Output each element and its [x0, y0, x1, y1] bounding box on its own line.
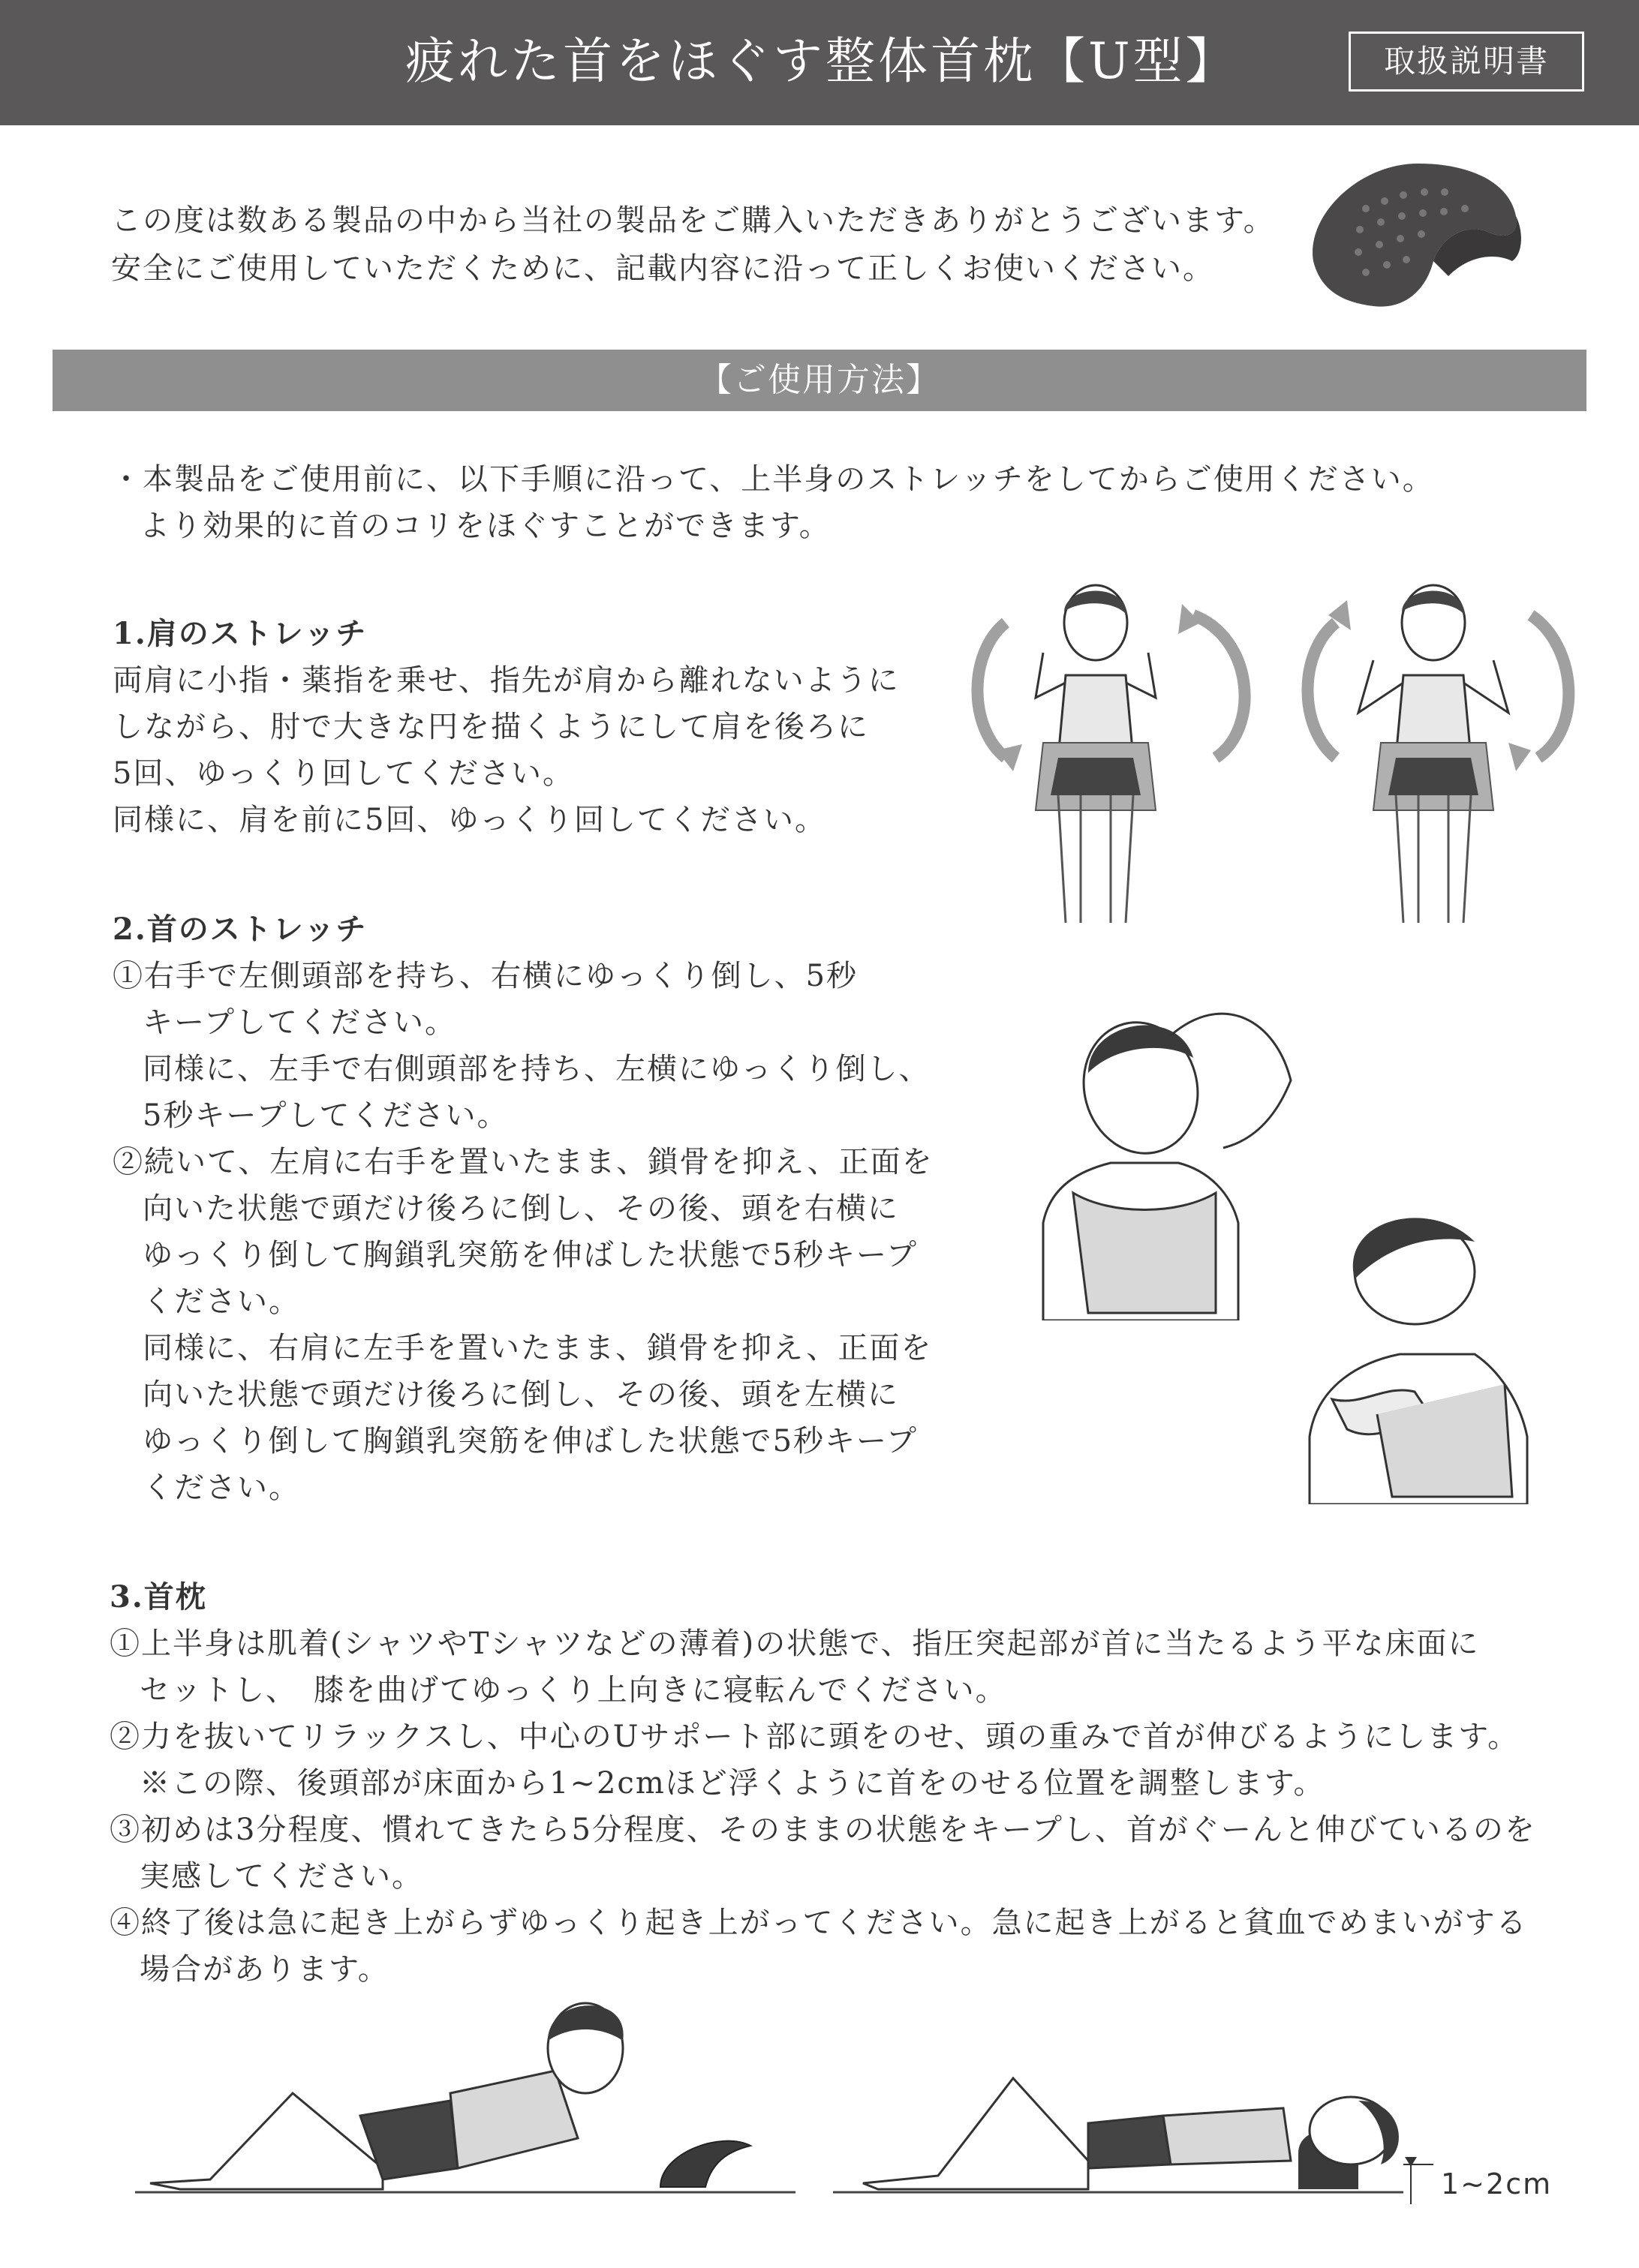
header-bar: [0, 0, 1639, 125]
manual-badge: 取扱説明書: [1349, 32, 1584, 92]
step-2-title: 2.首のストレッチ: [113, 912, 368, 947]
step-2-line: ゆっくり倒して胸鎖乳突筋を伸ばした状態で5秒キープ: [143, 1238, 919, 1272]
step-3-text: [110, 1574, 1536, 1993]
note-line: より効果的に首のコリをほぐすことができます。: [140, 509, 831, 543]
intro-text: [111, 197, 1275, 293]
step-1-title: 1.肩のストレッチ: [113, 616, 368, 651]
step-3-line: 実感してください。: [140, 1859, 423, 1894]
step-2-text: [113, 906, 934, 1511]
step-3-line: セットし、 膝を曲げてゆっくり上向きに寝転んでください。: [140, 1673, 1007, 1708]
step-2-line: 向いた状態で頭だけ後ろに倒し、その後、頭を右横に: [143, 1191, 899, 1226]
step-3-line: ②力を抜いてリラックスし、中心のUサポート部に頭をのせ、頭の重みで首が伸びるようにします。: [110, 1720, 1520, 1754]
step-2-line: 向いた状態で頭だけ後ろに倒し、その後、頭を左横に: [143, 1377, 899, 1412]
step-2-line: 5秒キープしてください。: [143, 1098, 509, 1133]
note-line: ・本製品をご使用前に、以下手順に沿って、上半身のストレッチをしてからご使用ください。: [111, 462, 1434, 497]
step-2-line: ②続いて、左肩に右手を置いたまま、鎖骨を抑え、正面を: [113, 1145, 934, 1179]
step-1-line: 両肩に小指・薬指を乗せ、指先が肩から離れないように: [113, 663, 900, 698]
neck-pillow-lying-illustration: [833, 2041, 1448, 2206]
step-3-title: 3.首枕: [110, 1579, 207, 1615]
step-2-line: ください。: [143, 1284, 300, 1319]
step-1-line: 同様に、肩を前に5回、ゆっくり回してください。: [113, 803, 827, 837]
step-3-line: ③初めは3分程度、慣れてきたら5分程度、そのままの状態をキープし、首がぐーんと伸びているのを: [110, 1813, 1536, 1847]
pillow-illustration: [1291, 149, 1531, 321]
step-2-line: 同様に、左手で右側頭部を持ち、左横にゆっくり倒し、: [143, 1052, 931, 1086]
intro-line: 安全にご使用していただくために、記載内容に沿って正しくお使いください。: [111, 251, 1214, 286]
step-2-line: キープしてください。: [143, 1005, 456, 1040]
shoulder-stretch-front-illustration: [1291, 570, 1591, 923]
section-title-bar: 【ご使用方法】: [53, 350, 1586, 411]
step-2-line: 同様に、右肩に左手を置いたまま、鎖骨を抑え、正面を: [143, 1331, 933, 1365]
step-1-text: [113, 611, 900, 843]
shoulder-stretch-back-illustration: [953, 570, 1291, 923]
step-1-line: しながら、肘で大きな円を描くようにして肩を後ろに: [113, 710, 869, 744]
neck-tilt-back-illustration: [1302, 1189, 1535, 1504]
step-2-line: ゆっくり倒して胸鎖乳突筋を伸ばした状態で5秒キープ: [143, 1424, 919, 1458]
step-3-line: ①上半身は肌着(シャツやTシャツなどの薄着)の状態で、指圧突起部が首に当たるよう平な床面に: [110, 1627, 1480, 1661]
lying-down-step-illustration: [135, 1996, 795, 2198]
height-label: 1~2cm: [1441, 2167, 1553, 2200]
page-title: 疲れた首をほぐす整体首枕【U型】: [405, 32, 1238, 90]
neck-side-stretch-illustration: [1028, 990, 1306, 1320]
step-3-line: ④終了後は急に起き上がらずゆっくり起き上がってください。急に起き上がると貧血でめまいがする: [110, 1906, 1528, 1940]
intro-line: この度は数ある製品の中から当社の製品をご購入いただきありがとうございます。: [111, 203, 1275, 238]
step-3-line: 場合があります。: [140, 1952, 389, 1987]
step-1-line: 5回、ゆっくり回してください。: [113, 756, 575, 791]
step-2-line: ください。: [143, 1470, 300, 1505]
step-3-line: ※この際、後頭部が床面から1~2cmほど浮くように首をのせる位置を調整します。: [140, 1766, 1325, 1801]
usage-note: [111, 456, 1434, 549]
step-2-line: ①右手で左側頭部を持ち、右横にゆっくり倒し、5秒: [113, 959, 859, 993]
